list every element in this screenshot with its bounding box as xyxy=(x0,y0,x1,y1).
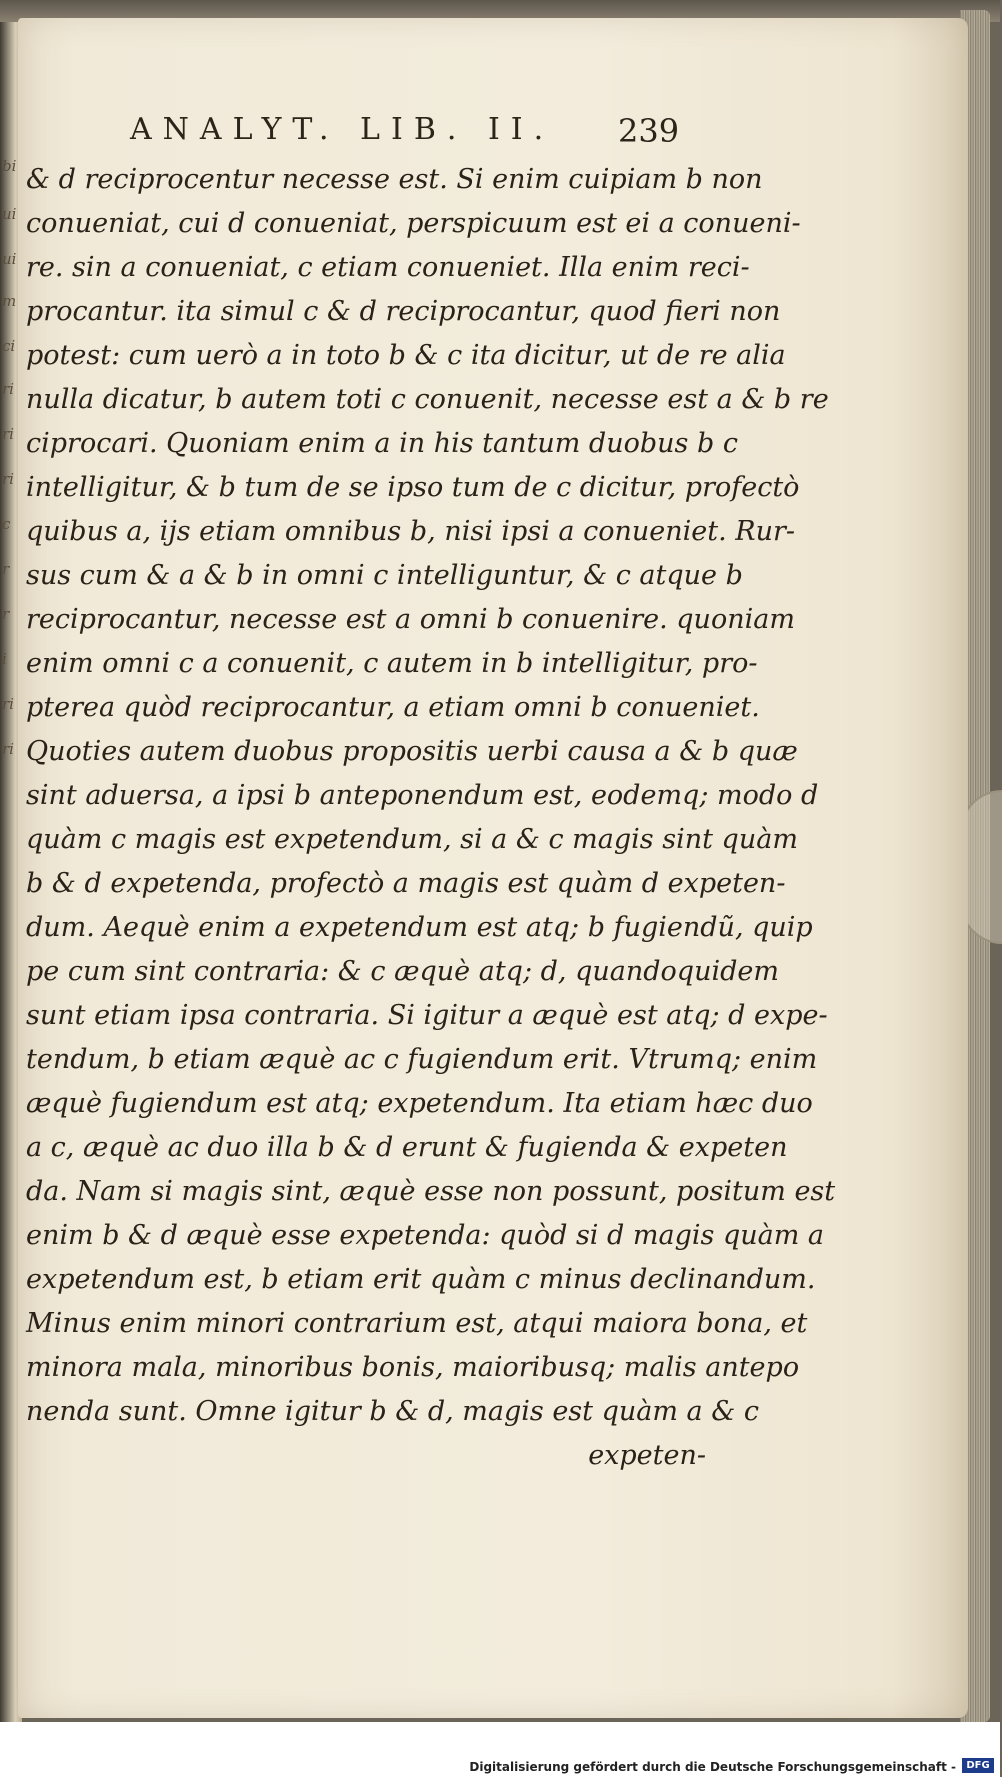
facing-page-fragment: ui xyxy=(2,250,17,268)
facing-page-fragment: ri xyxy=(2,470,14,488)
text-line: pe cum sint contraria: & c æquè atq; d, quandoquidem xyxy=(26,956,779,987)
text-line: dum. Aequè enim a expetendum est atq; b fugiendũ, quip xyxy=(26,912,813,943)
text-line: conueniat, cui d conueniat, perspicuum est ei a conueni- xyxy=(26,208,801,239)
text-line: expetendum est, b etiam erit quàm c minus declinandum. xyxy=(26,1264,816,1295)
text-line: sunt etiam ipsa contraria. Si igitur a æquè est atq; d expe- xyxy=(26,1000,828,1031)
facing-page-fragment: ri xyxy=(2,380,14,398)
text-line: a c, æquè ac duo illa b & d erunt & fugienda & expeten xyxy=(26,1132,788,1163)
text-line: sint aduersa, a ipsi b anteponendum est, eodemq; modo d xyxy=(26,780,819,811)
catchword: expeten- xyxy=(588,1440,706,1471)
text-line: & d reciprocentur necesse est. Si enim cuipiam b non xyxy=(26,164,763,195)
text-line: intelligitur, & b tum de se ipso tum de c dicitur, profectò xyxy=(26,472,800,503)
text-line: reciprocantur, necesse est a omni b conuenire. quoniam xyxy=(26,604,795,635)
footer-credit: Digitalisierung gefördert durch die Deutsche Forschungsgemeinschaft - xyxy=(469,1760,956,1774)
facing-page-fragment: r xyxy=(2,605,10,623)
text-line: procantur. ita simul c & d reciprocantur, quod fieri non xyxy=(26,296,781,327)
text-line: sus cum & a & b in omni c intelliguntur, & c atque b xyxy=(26,560,743,591)
facing-page-fragment: ui xyxy=(2,205,17,223)
facing-page-fragment: c xyxy=(2,515,11,533)
text-line: æquè fugiendum est atq; expetendum. Ita etiam hæc duo xyxy=(26,1088,813,1119)
text-line: b & d expetenda, profectò a magis est quàm d expeten- xyxy=(26,868,786,899)
text-line: re. sin a conueniat, c etiam conueniet. Illa enim reci- xyxy=(26,252,750,283)
text-line: Minus enim minori contrarium est, atqui maiora bona, et xyxy=(26,1308,808,1339)
text-line: quibus a, ijs etiam omnibus b, nisi ipsi a conueniet. Rur- xyxy=(26,516,795,547)
text-line: potest: cum uerò a in toto b & c ita dicitur, ut de re alia xyxy=(26,340,786,371)
text-line: minora mala, minoribus bonis, maioribusq; malis antepo xyxy=(26,1352,800,1383)
facing-page-fragment: ri xyxy=(2,740,14,758)
facing-page-fragment: m xyxy=(2,292,17,310)
facing-page-fragment: bi xyxy=(2,157,17,175)
facing-page-fragment: ci xyxy=(2,337,16,355)
text-line: quàm c magis est expetendum, si a & c magis sint quàm xyxy=(26,824,798,855)
facing-page-fragment: ri xyxy=(2,695,14,713)
text-line: da. Nam si magis sint, æquè esse non possunt, positum est xyxy=(26,1176,836,1207)
text-line: ciprocari. Quoniam enim a in his tantum duobus b c xyxy=(26,428,738,459)
running-head: ANALYT. LIB. II. xyxy=(130,112,555,147)
text-line: enim omni c a conuenit, c autem in b intelligitur, pro- xyxy=(26,648,758,679)
text-line: nulla dicatur, b autem toti c conuenit, necesse est a & b re xyxy=(26,384,829,415)
text-line: enim b & d æquè esse expetenda: quòd si d magis quàm a xyxy=(26,1220,824,1251)
text-line: tendum, b etiam æquè ac c fugiendum erit. Vtrumq; enim xyxy=(26,1044,818,1075)
text-line: pterea quòd reciprocantur, a etiam omni b conueniet. xyxy=(26,692,760,723)
page-number: 239 xyxy=(618,112,680,150)
facing-page-fragment: i xyxy=(2,650,7,668)
text-line: Quoties autem duobus propositis uerbi causa a & b quæ xyxy=(26,736,798,767)
dfg-logo-icon: DFG xyxy=(962,1758,994,1773)
facing-page-fragment: r xyxy=(2,560,10,578)
body-text xyxy=(26,158,836,1478)
text-line: nenda sunt. Omne igitur b & d, magis est quàm a & c xyxy=(26,1396,759,1427)
facing-page-fragment: ri xyxy=(2,425,14,443)
